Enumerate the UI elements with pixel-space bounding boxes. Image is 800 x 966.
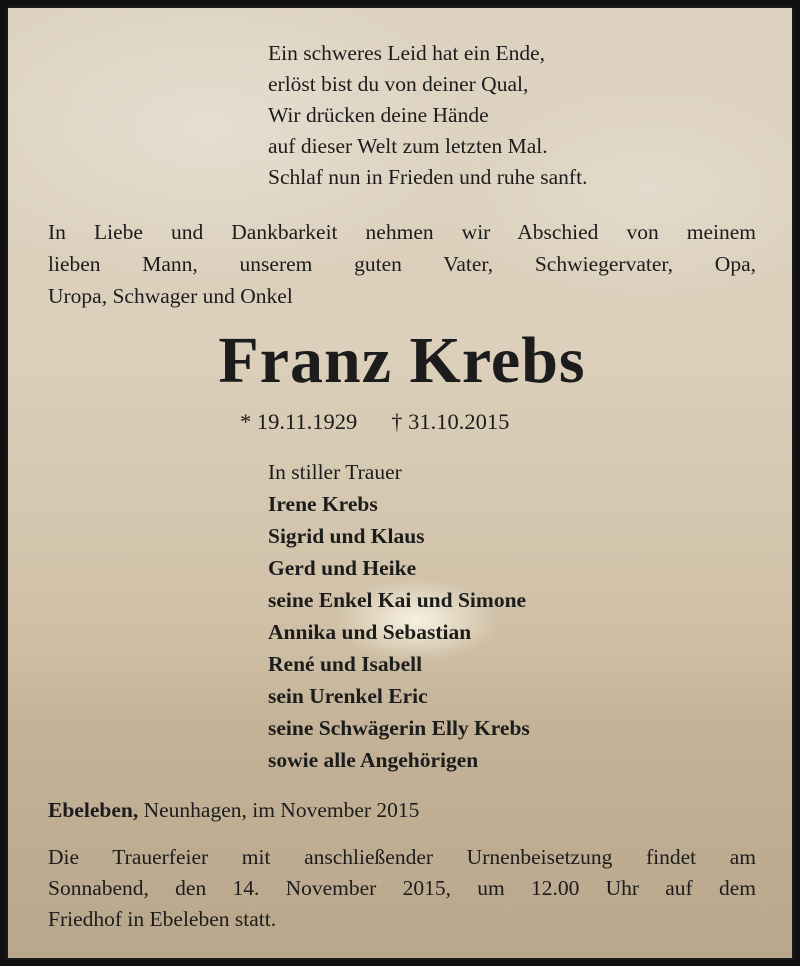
mourner-name: Irene Krebs [268,492,378,516]
mourner-name: seine Enkel Kai und Simone [268,588,527,612]
place-date-line [48,794,419,826]
place-town: Ebeleben, [48,798,139,822]
ceremony-line: Friedhof in Ebeleben statt. [48,907,277,931]
life-dates [240,406,509,438]
mourner-name: sein Urenkel Eric [268,684,428,708]
mourner-name: sowie alle Angehörigen [268,748,479,772]
poem-line: Schlaf nun in Frieden und ruhe sanft. [268,165,588,189]
farewell-text [48,216,756,312]
mourner-name: Annika und Sebastian [268,620,472,644]
death-date: † 31.10.2015 [391,409,510,434]
poem-line: Wir drücken deine Hände [268,103,489,127]
ceremony-line: Sonnabend, den 14. November 2015, um 12.00 Uhr auf dem [48,876,756,900]
deceased-name: Franz Krebs [218,324,586,397]
poem [268,38,587,193]
mourner-name: seine Schwägerin Elly Krebs [268,716,530,740]
poem-line: Ein schweres Leid hat ein Ende, [268,41,546,65]
mourners-lead: In stiller Trauer [268,460,402,484]
mourner-name: René und Isabell [268,652,423,676]
ceremony-info [48,842,756,935]
farewell-line: lieben Mann, unserem guten Vater, Schwiegervater, Opa, [48,252,756,276]
mourner-name: Gerd und Heike [268,556,417,580]
mourner-name: Sigrid und Klaus [268,524,425,548]
birth-date: * 19.11.1929 [240,409,358,434]
mourners-list [268,456,530,776]
ceremony-line: Die Trauerfeier mit anschließender Urnenbeisetzung findet am [48,845,756,869]
poem-line: erlöst bist du von deiner Qual, [268,72,529,96]
place-rest: Neunhagen, im November 2015 [138,798,420,822]
farewell-line: Uropa, Schwager und Onkel [48,284,293,308]
obituary-card [6,6,794,960]
farewell-line: In Liebe und Dankbarkeit nehmen wir Abschied von meinem [48,220,756,244]
poem-line: auf dieser Welt zum letzten Mal. [268,134,548,158]
